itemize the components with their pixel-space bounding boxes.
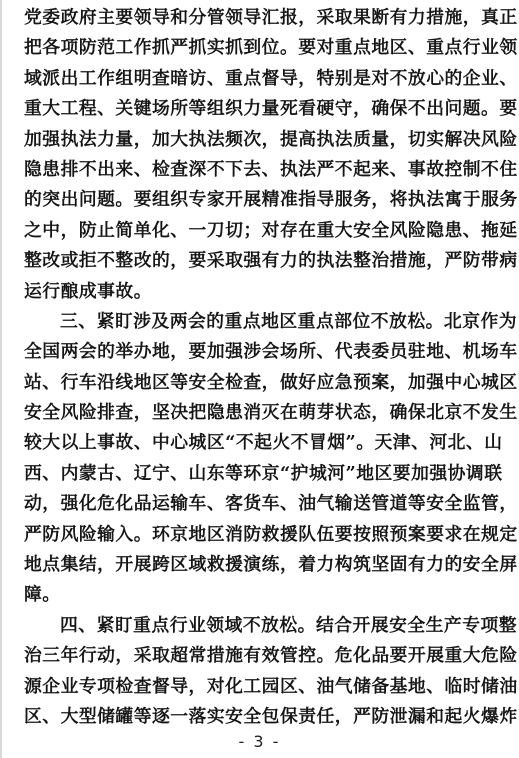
text-line: 较大以上事故、中心城区“不起火不冒烟”。天津、河北、山: [24, 432, 503, 454]
text-segment: 北京作为: [443, 310, 518, 332]
text-line: 治三年行动，采取超常措施有效管控。危化品要开展重大危险: [24, 645, 518, 667]
text-line: 地点集结，开展跨区域救援演练，着力构筑坚固有力的安全屏: [24, 554, 518, 576]
text-line: 加强执法力量，加大执法频次，提高执法质量，切实解决风险: [24, 128, 518, 150]
text-line: 整改或拒不整改的，要采取强有力的执法整治措施，严防带病: [24, 250, 518, 272]
paragraph-3: [24, 611, 518, 733]
page-number: - 3 -: [238, 732, 281, 751]
text-line: 运行酿成事故。: [24, 280, 152, 302]
text-line: 隐患排不出来、检查深不下去、执法严不起来、事故控制不住: [24, 158, 518, 180]
text-line: 动，强化危化品运输车、客货车、油气输送管道等安全监管，: [24, 493, 518, 515]
section-heading: 三、紧盯涉及两会的重点地区重点部位不放松。: [60, 310, 444, 332]
text-line: 障。: [24, 584, 61, 606]
text-line: 安全风险排查，坚决把隐患消灭在萌芽状态，确保北京不发生: [24, 402, 518, 424]
text-line: 全国两会的举办地，要加强涉会场所、代表委员驻地、机场车: [24, 341, 518, 363]
text-line: 党委政府主要领导和分管领导汇报，采取果断有力措施，真正: [24, 7, 518, 28]
heading-line: [24, 611, 518, 641]
heading-line: [24, 307, 518, 337]
text-line: 的突出问题。要组织专家开展精准指导服务，将执法寓于服务: [24, 189, 518, 211]
section-heading: 四、紧盯重点行业领域不放松。: [60, 614, 316, 636]
text-line: 西、内蒙古、辽宁、山东等环京“护城河”地区要加强协调联: [24, 462, 503, 484]
text-segment: 结合开展安全生产专项整: [315, 614, 518, 636]
text-line: 严防风险输入。环京地区消防救援队伍要按照预案要求在规定: [24, 523, 518, 545]
paragraph-2: [24, 307, 518, 611]
text-line: 区、大型储罐等逐一落实安全包保责任，严防泄漏和起火爆炸: [24, 705, 518, 727]
text-line: 源企业专项检查督导，对化工园区、油气储备基地、临时储油: [24, 675, 518, 697]
text-line: 把各项防范工作抓严抓实抓到位。要对重点地区、重点行业领: [24, 37, 518, 59]
text-line: 站、行车沿线地区等安全检查，做好应急预案，加强中心城区: [24, 371, 518, 393]
text-line: 之中，防止简单化、一刀切；对存在重大安全风险隐患、拖延: [24, 219, 518, 241]
page-edge: [0, 0, 2, 758]
paragraph-1: [24, 3, 518, 307]
document-body: [24, 0, 518, 732]
text-line: 域派出工作组明查暗访、重点督导，特别是对不放心的企业、: [24, 67, 518, 89]
text-line: 重大工程、关键场所等组织力量死看硬守，确保不出问题。要: [24, 98, 518, 120]
